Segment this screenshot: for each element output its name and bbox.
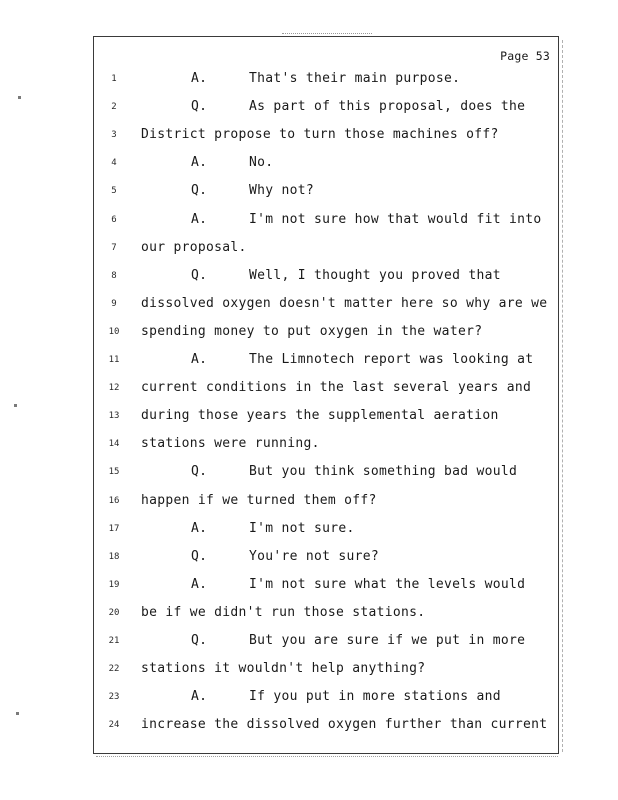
transcript-line (141, 577, 525, 592)
transcript-line (141, 155, 273, 170)
transcript-line (141, 717, 547, 732)
line-content: If you put in more stations and (249, 689, 501, 705)
speaker-label: Q. (191, 183, 208, 199)
speaker-label: A. (191, 71, 208, 86)
line-number: 6 (111, 214, 117, 225)
line-content: stations were running. (141, 436, 320, 452)
transcript-line (141, 71, 460, 86)
transcript-line (141, 493, 377, 508)
line-content: be if we didn't run those stations. (141, 604, 426, 620)
transcript-line (141, 127, 499, 142)
line-number: 13 (108, 411, 120, 422)
scan-artifact-bottom (96, 754, 558, 757)
scan-speck (16, 712, 19, 715)
speaker-label: A. (191, 689, 208, 705)
transcript-line (141, 408, 499, 423)
line-content: You're not sure? (249, 548, 380, 564)
line-number: 23 (108, 692, 120, 703)
line-number: 21 (108, 636, 120, 646)
line-content: I'm not sure what the levels would (249, 576, 526, 592)
line-content: increase the dissolved oxygen further than current (141, 717, 548, 733)
speaker-label: A. (191, 352, 208, 367)
transcript-line (141, 183, 314, 198)
line-content: But you think something bad would (249, 464, 518, 480)
transcript-page (93, 36, 559, 754)
line-number: 17 (108, 523, 120, 534)
transcript-line (141, 521, 355, 536)
speaker-label: Q. (191, 267, 208, 283)
speaker-label: Q. (191, 548, 208, 564)
transcript-line (141, 464, 517, 479)
line-number: 12 (108, 383, 120, 394)
line-content: I'm not sure how that would fit into (249, 211, 542, 227)
scan-speck (18, 96, 21, 99)
line-content: No. (249, 155, 274, 171)
line-number: 10 (108, 326, 120, 337)
line-content: District propose to turn those machines off? (141, 127, 499, 143)
speaker-label: A. (191, 520, 208, 536)
page-number: Page 53 (500, 49, 550, 63)
line-content: That's their main purpose. (249, 71, 461, 86)
transcript-line (141, 633, 525, 648)
line-number: 18 (108, 551, 120, 562)
line-content: during those years the supplemental aeration (141, 408, 499, 424)
transcript-line (141, 99, 525, 114)
speaker-label: A. (191, 155, 208, 171)
transcript-line (141, 436, 320, 451)
line-number: 8 (111, 270, 117, 281)
transcript-line (141, 661, 425, 676)
transcript-line (141, 549, 379, 564)
line-content: But you are sure if we put in more (249, 633, 526, 648)
line-number: 1 (111, 74, 117, 84)
transcript-line (141, 689, 501, 704)
line-number: 15 (108, 467, 120, 478)
line-number: 9 (111, 298, 117, 309)
line-content: I'm not sure. (249, 520, 355, 536)
transcript-line (141, 605, 425, 620)
line-number: 4 (111, 158, 117, 169)
speaker-label: A. (191, 211, 208, 227)
scan-speck (14, 404, 17, 407)
line-content: Why not? (249, 183, 315, 199)
line-content: current conditions in the last several years and (141, 380, 532, 396)
transcript-line (141, 268, 501, 283)
line-number: 7 (111, 242, 117, 253)
line-number: 24 (108, 720, 120, 731)
line-content: The Limnotech report was looking at (249, 352, 534, 367)
speaker-label: Q. (191, 633, 208, 648)
line-content: our proposal. (141, 239, 247, 255)
transcript-line (141, 212, 542, 227)
transcript-line (141, 324, 482, 339)
speaker-label: A. (191, 576, 208, 592)
transcript-line (141, 380, 531, 395)
line-content: Well, I thought you proved that (249, 267, 501, 283)
line-content: happen if we turned them off? (141, 492, 377, 508)
speaker-label: Q. (191, 99, 208, 115)
line-number: 14 (108, 439, 120, 450)
line-number: 20 (108, 607, 120, 618)
line-number: 5 (111, 186, 117, 197)
line-number: 22 (108, 664, 120, 675)
transcript-line (141, 352, 533, 367)
line-number: 3 (111, 130, 117, 141)
line-content: As part of this proposal, does the (249, 99, 526, 115)
line-content: stations it wouldn't help anything? (141, 661, 426, 677)
line-number: 16 (108, 495, 120, 506)
transcript-line (141, 296, 547, 311)
line-number: 2 (111, 102, 117, 113)
line-number: 19 (108, 579, 120, 590)
line-content: dissolved oxygen doesn't matter here so why are we (141, 295, 548, 311)
line-number: 11 (108, 355, 120, 365)
transcript-line (141, 240, 247, 255)
speaker-label: Q. (191, 464, 208, 480)
line-content: spending money to put oxygen in the water? (141, 323, 483, 339)
